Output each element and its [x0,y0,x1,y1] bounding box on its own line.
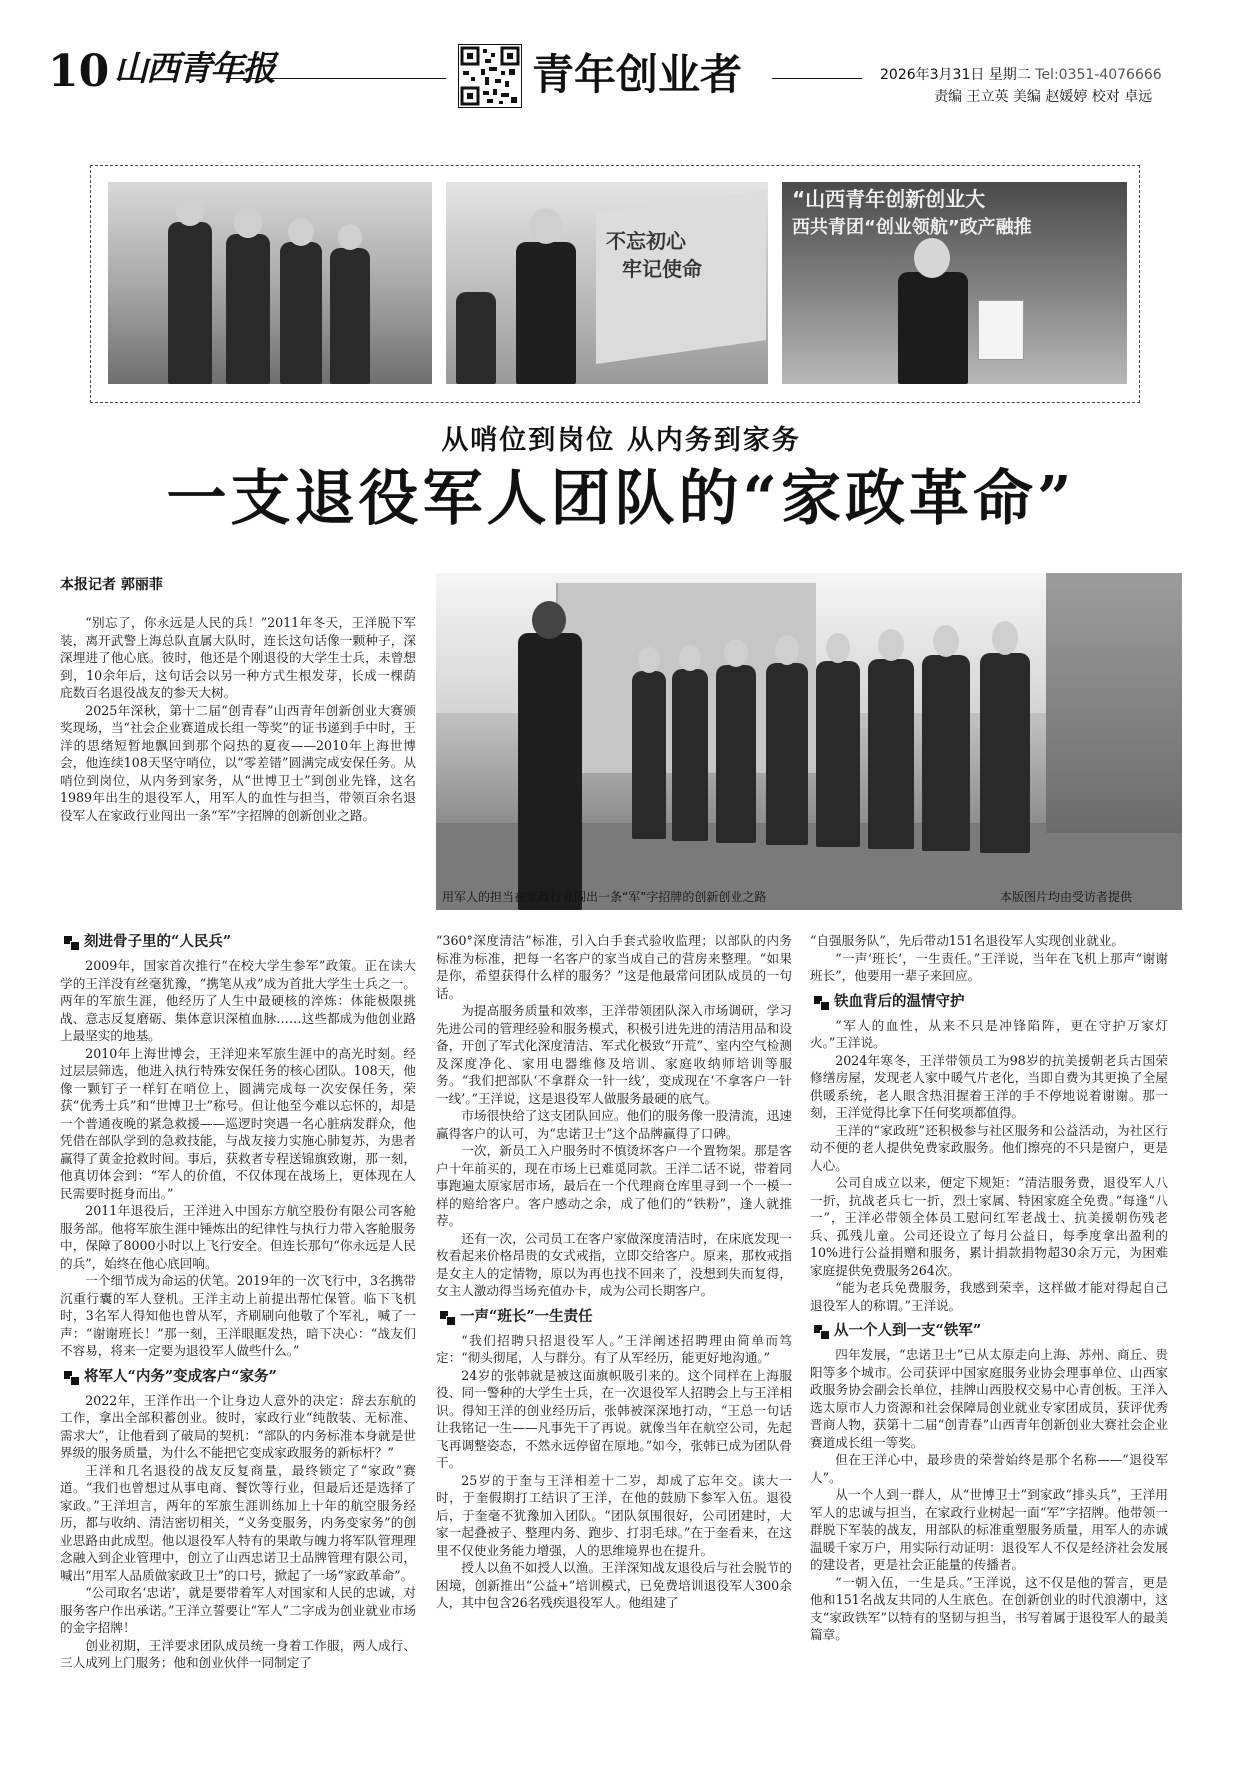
photo-caption: 用军人的担当在家政行业闯出一条“军”字招牌的创新创业之路 [442,890,767,904]
section-heading: 将军人“内务”变成客户“家务” [60,1367,416,1387]
byline: 本报记者 郭丽菲 [60,577,163,593]
person-figure [168,222,212,384]
person-head [724,639,748,667]
person-head [775,635,799,665]
paragraph: 2010年上海世博会，王洋迎来军旅生涯中的高光时刻。经过层层筛选，他进入执行特殊安保任务的核心团队。108天，他像一颗钉子一样钉在哨位上，圆满完成每一次安保任务，荣获“优秀士兵”和“世博卫士”称号。但让他至今难以忘怀的，却是一个普通夜晚的紧急救援——巡逻时突遇一名心脏病发群众，他凭借在部队学到的急救技能，与战友接力实施心肺复苏，为患者赢得了黄金抢救时间。事后，获救者专程送锦旗致谢，那一刻，他真切体会到：“军人的价值，不仅体现在战场上，更体现在人民需要时挺身而出。” [60,1045,416,1201]
paragraph: 2011年退役后，王洋进入中国东方航空股份有限公司客舱服务部。他将军旅生涯中锤炼出的纪律性与执行力带入客舱服务中，保障了8000小时以上飞行安全。但连长那句“你永远是人民的兵”，始终在他心底回响。 [60,1203,416,1271]
person-head [826,633,850,663]
date-line [880,64,1162,84]
leader-head [532,601,566,639]
person-figure [516,242,576,384]
person-head [992,621,1018,655]
section-heading: 从一个人到一支“铁军” [810,1321,1168,1341]
paragraph: 2009年，国家首次推行“在校大学生参军”政策。正在读大学的王洋没有丝毫犹豫，“携笔从戎”成为首批大学生士兵之一。两年的军旅生涯，他经历了人生中最硬核的淬炼：体能极限挑战、意志反复磨砺、集体意识深植血脉……这些都成为他创业路上最坚实的地基。 [60,958,416,1043]
leader-figure [518,633,582,910]
header-rule-left [226,78,446,79]
article-column-1 [60,932,416,1672]
person-head [914,238,950,278]
person-figure [226,234,270,384]
person-figure [716,665,756,843]
header-rule-right [772,78,862,79]
paragraph: 王洋的“家政班”还积极参与社区服务和公益活动，为社区行动不便的老人提供免费家政服务。他们擦亮的不只是窗户，更是人心。 [810,1122,1168,1173]
paragraph: 但在王洋心中，最珍贵的荣誉始终是那个名称——“退役军人”。 [810,1452,1168,1485]
telephone: Tel:0351-4076666 [1035,67,1162,83]
paragraph: 24岁的张韩就是被这面旗帜吸引来的。这个同样在上海服役、同一警种的大学生士兵，在一次退役军人招聘会上与王洋相识。得知王洋的创业经历后，张韩被深深地打动，“王总一句话让我铭记一生——凡事先干了再说。就像当年在航空公司，先起飞再调整姿态，不然永远停留在原地。”如今，张韩已成为团队骨干。 [436,1367,792,1470]
person-head [679,645,701,671]
photo-credit: 本版图片均由受访者提供 [1000,890,1133,904]
paragraph: 一个细节成为命运的伏笔。2019年的一次飞行中，3名携带沉重行囊的军人登机。王洋主动上前提出帮忙保管。临下飞机时，3名军人得知他也曾从军，齐刷刷向他敬了个军礼，喊了一声：“谢谢班长！”那一刻，王洋眼眶发热，暗下决心：“战友们不容易，将来一定要为退役军人做些什么。” [60,1273,416,1358]
person-figure [898,272,968,384]
qr-code-icon [458,44,522,108]
paragraph: “公司取名‘忠诺’，就是要带着军人对国家和人民的忠诚，对服务客户作出承诺。”王洋立誓要让“军人”二字成为创业就业市场的金字招牌！ [60,1585,416,1635]
person-figure [766,663,808,845]
person-figure [632,671,666,839]
paragraph: “自强服务队”，先后带动151名退役军人实现创业就业。 [810,933,1124,948]
paragraph: 四年发展，“忠诺卫士”已从太原走向上海、苏州、商丘、贵阳等多个城市。公司获评中国家庭服务业协会理事单位、山西家政服务协会副会长单位，挂牌山西股权交易中心青创板。王洋入选太原市人力资源和社会保障局创业就业专家团成员，获评优秀晋商人物，获第十二届“创青春”山西青年创新创业大赛社会企业赛道成长组一等奖。 [810,1347,1168,1450]
person-figure [330,248,370,384]
person-figure [980,653,1030,853]
article-subtitle: 从哨位到岗位 从内务到家务 [441,425,801,456]
issue-date: 2026年3月31日 星期二 [880,67,1031,83]
person-head [234,208,262,238]
person-figure [816,661,860,847]
banner-text-top: “山西青年创新创业大 [792,187,986,211]
article-intro-column [60,614,416,824]
paragraph: 2025年深秋，第十二届“创青春”山西青年创新创业大赛颁奖现场，当“社会企业赛道成长组一等奖”的证书递到手中时，王洋的思绪短暂地飘回到那个闷热的夏夜——2010年上海世博会，他连续108天坚守哨位，以“零差错”圆满完成安保任务。从哨位到岗位，从内务到家务，从“世博卫士”到创业先锋，这名1989年出生的退役军人，用军人的血性与担当，带领百余名退役军人在家政行业闯出一条“军”字招牌的创新创业之路。 [60,702,416,823]
trees-background [1046,573,1182,833]
newspaper-logo: 山西青年报 [114,49,274,89]
person-head [933,625,959,657]
section-title: 青年创业者 [532,50,743,99]
person-head [176,196,204,226]
paragraph: “360°深度清洁”标准，引入白手套式验收监理；以部队的内务标准为标准，把每一名客户的家当成自己的营房来整理。“如果是你，希望获得什么样的服务？”这是他最常问团队成员的一句话。 [436,933,792,1001]
section-heading: 刻进骨子里的“人民兵” [60,932,416,952]
paragraph: “一朝入伍，一生是兵。”王洋说，这不仅是他的誓言，更是他和151名战友共同的人生底色。在创新创业的时代浪潮中，这支“家政铁军”以特有的坚韧与担当，书写着属于退役军人的最美篇章。 [810,1574,1168,1642]
photo-award-ceremony [782,182,1127,384]
paragraph: 还有一次，公司员工在客户家做深度清洁时，在床底发现一枚看起来价格昂贵的女式戒指，立即交给客户。原来，那枚戒指是女主人的定情物，原以为再也找不回来了，没想到失而复得，女主人激动得当场充值办卡，成为公司长期客户。 [436,1230,792,1298]
person-head [878,629,904,661]
paragraph: “一声‘班长’，一生责任。”王洋说，当年在飞机上那声“谢谢班长”，他要用一辈子来回应。 [810,950,1168,983]
article-column-2 [436,932,792,1612]
person-head [338,224,362,250]
paragraph: “军人的血性，从来不只是冲锋陷阵，更在守护万家灯火。”王洋说。 [810,1017,1168,1050]
paragraph: 王洋和几名退役的战友反复商量，最终锁定了“家政”赛道。“我们也曾想过从事电商、餐饮等行业，但最后还是选择了家政。”王洋坦言，两年的军旅生涯训练加上十年的航空服务经历，都与收纳、清洁密切相关，“义务变服务，内务变家务”的创业思路由此成型。他以退役军人特有的果敢与魄力将军队管理理念融入到企业管理中，创立了山西忠诺卫士品牌管理有限公司，喊出“用军人品质做家政卫士”的口号，掀起了一场“家政革命”。 [60,1462,416,1583]
paragraph: 2022年，王洋作出一个让身边人意外的决定：辞去东航的工作，拿出全部积蓄创业。彼时，家政行业“纯散装、无标准、需求大”，让他看到了破局的契机：“部队的内务标准本身就是世界级的服务质量，为什么不能把它变成家政服务的新标杆？” [60,1392,416,1460]
person-head [638,647,660,673]
paragraph: 市场很快给了这支团队回应。他们的服务像一股清流，迅速赢得客户的认可，为“忠诺卫士”这个品牌赢得了口碑。 [436,1108,792,1141]
paragraph: 创业初期，王洋要求团队成员统一身着工作服，两人成行、三人成列上门服务；他和创业伙伴一同制定了 [60,1637,416,1670]
banner-text-bottom: 西共青团“创业领航”政产融推 [792,217,1032,238]
section-heading: 一声“班长”一生责任 [436,1307,792,1327]
paragraph: 为提高服务质量和效率，王洋带领团队深入市场调研，学习先进公司的管理经验和服务模式，积极引进先进的清洁用品和设备，开创了军式化深度清洁、军式化极致“开荒”、室内空气检测及深度净化、家用电器维修及培训、家庭收纳师培训等服务。“我们把部队‘不拿群众一针一线’，变成现在‘不拿客户一针一线’。”王洋说，这是退役军人做服务最硬的底气。 [436,1003,792,1106]
person-figure [922,655,970,851]
paragraph: 一次，新员工入户服务时不慎烫坏客户一个置物架。那是客户十年前买的，现在市场上已难觅同款。王洋二话不说，带着同事跑遍太原家居市场，最后在一个代理商仓库里寻到一个一模一样的赔给客户。客户感动之余，成了他们的“铁粉”，逢人就推荐。 [436,1143,792,1228]
photo-team-lineup [436,573,1182,910]
photo-salute-before-sign [446,182,768,384]
editor-credits: 责编 王立英 美编 赵媛婷 校对 卓远 [934,89,1153,105]
photo-team-saluting-indoors [108,182,432,384]
article-title: 一支退役军人团队的“家政革命” [166,464,1076,534]
paragraph: 2024年寒冬，王洋带领员工为98岁的抗美援朝老兵古国荣修缮房屋，发现老人家中暖气片老化，当即自费为其更换了全屋供暖系统，老人眼含热泪握着王洋的手不停地说着谢谢。那一刻，王洋觉得比拿下任何奖项都值得。 [810,1052,1168,1120]
sign-text-line2: 牢记使命 [622,257,702,281]
sign-text-line1: 不忘初心 [606,229,686,253]
paragraph: “别忘了，你永远是人民的兵！”2011年冬天，王洋脱下军装，离开武警上海总队直属大队时，连长这句话像一颗种子，深深埋进了他心底。彼时，他还是个刚退役的大学生士兵，未曾想到，10余年后，这句话会以另一种方式生根发芽，长成一棵荫庇数百名退役战友的参天大树。 [60,615,416,700]
paragraph: 从一个人到一群人，从“世博卫士”到家政“排头兵”，王洋用军人的忠诚与担当，在家政行业树起一面“军”字招牌。他带领一群脱下军装的战友，用部队的标准重塑服务质量，用军人的赤诚温暖千家万户，用实际行动证明：退役军人不仅是经济社会发展的建设者，更是社会正能量的传播者。 [810,1487,1168,1572]
person-figure [456,292,496,384]
paragraph: 25岁的于奎与王洋相差十二岁，却成了忘年交。读大一时，于奎假期打工结识了王洋，在他的鼓励下参军入伍。退役后，于奎毫不犹豫加入团队。“团队氛围很好，公司团建时，大家一起叠被子、整理内务、跑步、打羽毛球。”在于奎看来，在这里不仅使业务能力增强，人的思维境界也在提升。 [436,1472,792,1558]
person-figure [280,242,322,384]
person-figure [672,669,708,841]
paragraph: “能为老兵免费服务，我感到荣幸，这样做才能对得起自己退役军人的称谓。”王洋说。 [810,1280,1168,1313]
person-figure [868,659,914,849]
person-head [530,208,562,244]
paragraph: “我们招聘只招退役军人。”王洋阐述招聘理由简单而笃定：“彻头彻尾，人与群分。有了从军经历，能更好地沟通。” [436,1332,792,1365]
article-column-3 [810,932,1168,1644]
paragraph: 公司自成立以来，便定下规矩：“清洁服务费，退役军人八一折，抗战老兵七一折，烈士家属、特困家庭全免费。”每逢“八一”，王洋必带领全体员工慰问红军老战士、抗美援朝伤残老兵、孤残儿童。公司还设立了每月公益日，每季度拿出盈利的10%进行公益捐赠和服务，累计捐款捐物超30余万元，为困难家庭提供免费服务264次。 [810,1175,1168,1278]
person-head [288,218,314,246]
page-number: 10 [48,46,110,97]
certificate-image [978,300,1024,360]
paragraph: 授人以鱼不如授人以渔。王洋深知战友退役后与社会脱节的困境，创新推出“公益+”培训模式，已免费培训退役军人300余人，其中包含26名残疾退役军人。他组建了 [436,1560,792,1610]
section-heading: 铁血背后的温情守护 [810,992,1168,1012]
